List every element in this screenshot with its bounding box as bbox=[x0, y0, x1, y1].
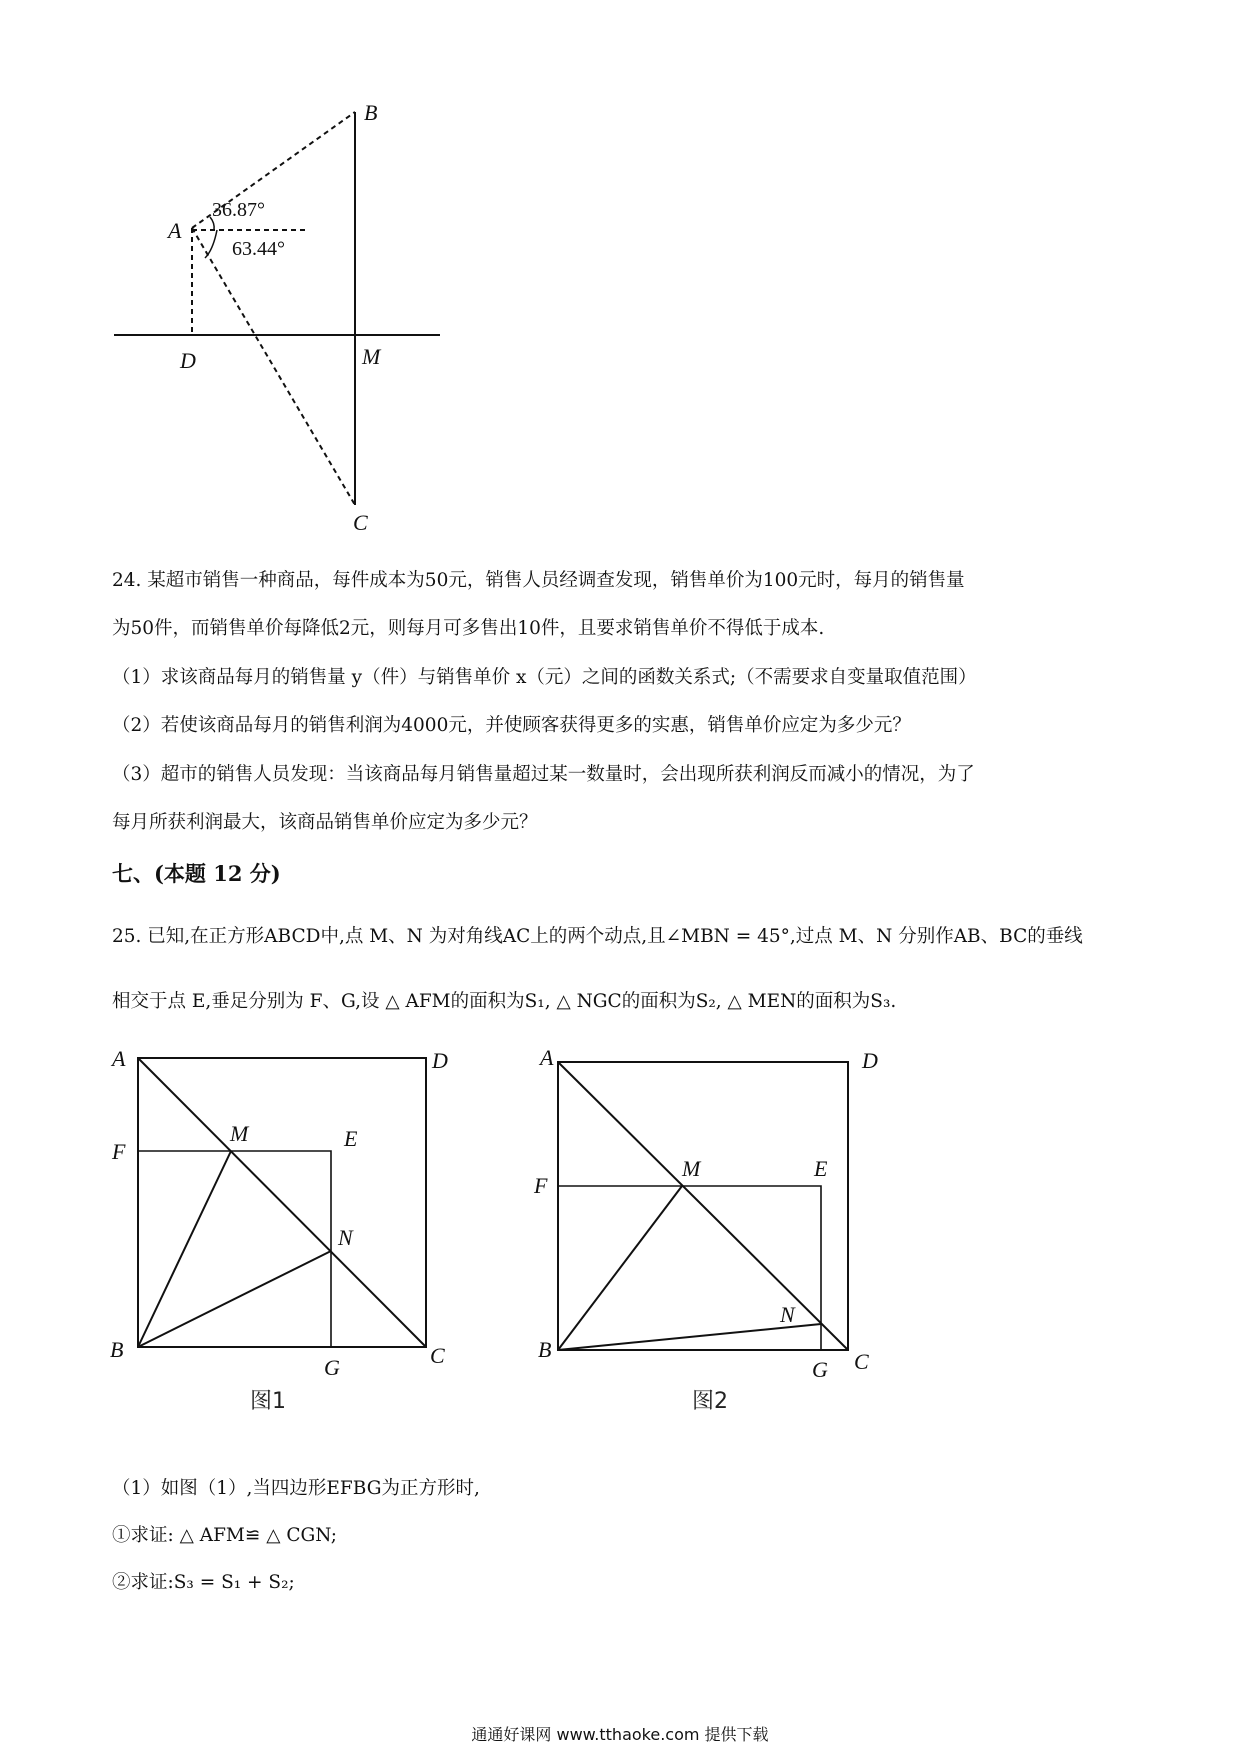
rect-fmeng bbox=[138, 1151, 331, 1347]
label-c: C bbox=[353, 510, 368, 535]
angle-label-1: 36.87° bbox=[212, 199, 265, 221]
fig2-label-c: C bbox=[854, 1349, 869, 1374]
segment-bm bbox=[138, 1151, 231, 1347]
fig1-caption: 图1 bbox=[250, 1389, 286, 1414]
fig1-label-d: D bbox=[432, 1048, 448, 1073]
fig1-label-n: N bbox=[338, 1225, 353, 1250]
fig2-label-m: M bbox=[682, 1156, 701, 1181]
q25-stem-line2: 相交于点 E,垂足分别为 F、G,设 △ AFM的面积为S₁, △ NGC的面积为S₂, △ MEN的面积为S₃. bbox=[112, 991, 897, 1012]
diagonal-ac-2 bbox=[558, 1062, 848, 1350]
fig1-label-c: C bbox=[430, 1343, 445, 1368]
diagonal-ac bbox=[138, 1058, 426, 1347]
q24-part1: （1）求该商品每月的销售量 y（件）与销售单价 x（元）之间的函数关系式;（不需要求自变量取值范围） bbox=[112, 667, 977, 688]
dashed-ac bbox=[192, 228, 355, 505]
fig2-label-f: F bbox=[534, 1173, 548, 1198]
square-figure-2-svg bbox=[520, 1035, 900, 1415]
fig1-label-e: E bbox=[344, 1126, 358, 1151]
fig1-label-g: G bbox=[324, 1355, 340, 1380]
bearing-figure-svg bbox=[100, 90, 460, 540]
fig1-label-f: F bbox=[112, 1139, 126, 1164]
square-figure-2 bbox=[520, 1035, 900, 1415]
bearing-figure bbox=[100, 90, 460, 540]
q25-stem-line1: 25. 已知,在正方形ABCD中,点 M、N 为对角线AC上的两个动点,且∠MBN = 45°,过点 M、N 分别作AB、BC的垂线 bbox=[112, 926, 1083, 947]
label-d: D bbox=[180, 348, 196, 373]
q25-sub1: ①求证: △ AFM≌ △ CGN; bbox=[112, 1525, 338, 1546]
fig2-label-e: E bbox=[814, 1156, 828, 1181]
square-figure-1 bbox=[100, 1035, 480, 1415]
fig2-label-d: D bbox=[862, 1048, 878, 1073]
q24-stem-line2: 为50件，而销售单价每降低2元，则每月可多售出10件，且要求销售单价不得低于成本. bbox=[112, 618, 825, 639]
label-m: M bbox=[362, 344, 381, 369]
page-footer: 通通好课网 www.tthaoke.com 提供下载 bbox=[471, 1725, 769, 1744]
segment-bn bbox=[138, 1251, 331, 1347]
label-a: A bbox=[168, 218, 182, 243]
q25-part1: （1）如图（1）,当四边形EFBG为正方形时, bbox=[112, 1478, 480, 1499]
fig2-label-b: B bbox=[538, 1337, 552, 1362]
q24-part3-line1: （3）超市的销售人员发现：当该商品每月销售量超过某一数量时，会出现所获利润反而减小的情况，为了 bbox=[112, 764, 975, 785]
fig1-label-b: B bbox=[110, 1337, 124, 1362]
angle-label-2: 63.44° bbox=[232, 238, 285, 260]
segment-bn-2 bbox=[558, 1324, 821, 1350]
fig2-caption: 图2 bbox=[692, 1389, 728, 1414]
fig2-label-n: N bbox=[780, 1302, 795, 1327]
q25-sub2: ②求证:S₃ = S₁ + S₂; bbox=[112, 1572, 295, 1593]
label-b: B bbox=[364, 100, 378, 125]
q24-stem-line1: 24. 某超市销售一种商品，每件成本为50元，销售人员经调查发现，销售单价为100元时，每月的销售量 bbox=[112, 570, 965, 591]
fig1-label-a: A bbox=[112, 1046, 126, 1071]
q24-part2: （2）若使该商品每月的销售利润为4000元，并使顾客获得更多的实惠，销售单价应定为多少元？ bbox=[112, 715, 911, 736]
fig1-label-m: M bbox=[230, 1121, 249, 1146]
square-figure-1-svg bbox=[100, 1035, 480, 1415]
segment-bm-2 bbox=[558, 1186, 682, 1350]
section-heading: 七、(本题 12 分) bbox=[112, 861, 281, 886]
q24-part3-line2: 每月所获利润最大，该商品销售单价应定为多少元？ bbox=[112, 812, 538, 833]
fig2-label-a: A bbox=[540, 1045, 554, 1070]
fig2-label-g: G bbox=[812, 1357, 828, 1382]
